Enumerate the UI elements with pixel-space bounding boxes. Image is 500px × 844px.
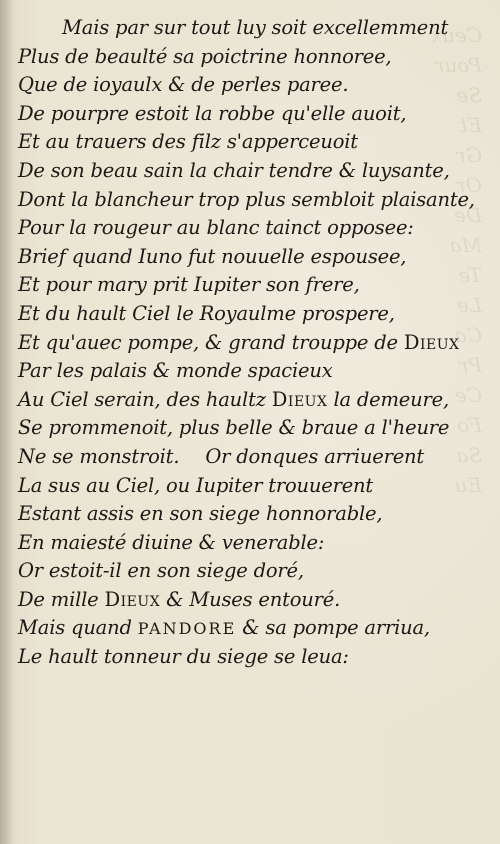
poem-line-6: De son beau sain la chair tendre & luysante, <box>18 158 450 182</box>
poem-line-20: Or estoit-il en son siege doré, <box>18 559 304 583</box>
poem-line-21 <box>18 586 468 615</box>
poem-line-13: Par les palais & monde spacieux <box>18 359 333 383</box>
poem-line-21-post: & Muses entouré. <box>166 587 341 611</box>
poem-line-21-dieux: Dieux <box>104 587 161 611</box>
poem-line-22-pandore: PANDORE <box>137 619 237 639</box>
poem-line-3: Que de ioyaulx & de perles paree. <box>18 73 349 97</box>
poem-line-11: Et du hault Ciel le Royaulme prospere, <box>18 301 395 325</box>
gutter-shadow <box>0 0 14 844</box>
poem-line-23: Le hault tonneur du siege se leua: <box>18 645 349 669</box>
poem-line-10: Et pour mary prit Iupiter son frere, <box>18 273 360 297</box>
show-through-bleed: Ceux Pour Se Et Gr Or De Ma Te Le Ca Pr Ce Fo Sa Eu <box>430 23 482 497</box>
poem-line-12 <box>18 329 468 358</box>
poem-line-7: Dont la blancheur trop plus sembloit plaisante, <box>18 187 475 211</box>
poem-line-5: Et au trauers des filz s'apperceuoit <box>18 130 358 154</box>
poem-line-18: Estant assis en son siege honnorable, <box>18 502 383 526</box>
poem-line-16-a: Ne se monstroit. <box>18 444 180 468</box>
poem-line-17: La sus au Ciel, ou Iupiter trouuerent <box>18 473 374 497</box>
poem-line-16-b: Or donques arriuerent <box>205 444 425 468</box>
poem-line-16 <box>18 443 468 472</box>
poem-line-14-pre: Au Ciel serain, des haultz <box>18 387 266 411</box>
poem-line-22-pre: Mais quand <box>18 616 132 640</box>
poem-line-12-text: Et qu'auec pompe, & grand trouppe de <box>18 330 398 354</box>
poem-line-2: Plus de beaulté sa poictrine honnoree, <box>18 44 392 68</box>
poem-line-14 <box>18 386 468 415</box>
poem-line-22 <box>18 614 468 643</box>
poem-line-14-dieux: Dieux <box>271 387 328 411</box>
poem-line-14-post: la demeure, <box>333 387 449 411</box>
poem-line-19: En maiesté diuine & venerable: <box>18 530 325 554</box>
poem-line-15: Se prommenoit, plus belle & braue a l'heure <box>18 416 450 440</box>
poem-line-4: De pourpre estoit la robbe qu'elle auoit, <box>18 101 407 125</box>
poem-line-22-post: & sa pompe arriua, <box>242 616 430 640</box>
poem-text <box>18 14 475 672</box>
poem-line-21-pre: De mille <box>18 587 99 611</box>
poem-line-8: Pour la rougeur au blanc tainct opposee: <box>18 216 414 240</box>
poem-line-12-dieux: Dieux <box>403 330 460 354</box>
poem-line-9: Brief quand Iuno fut nouuelle espousee, <box>18 244 407 268</box>
poem-line-1: Mais par sur tout luy soit excellemment <box>62 16 449 39</box>
